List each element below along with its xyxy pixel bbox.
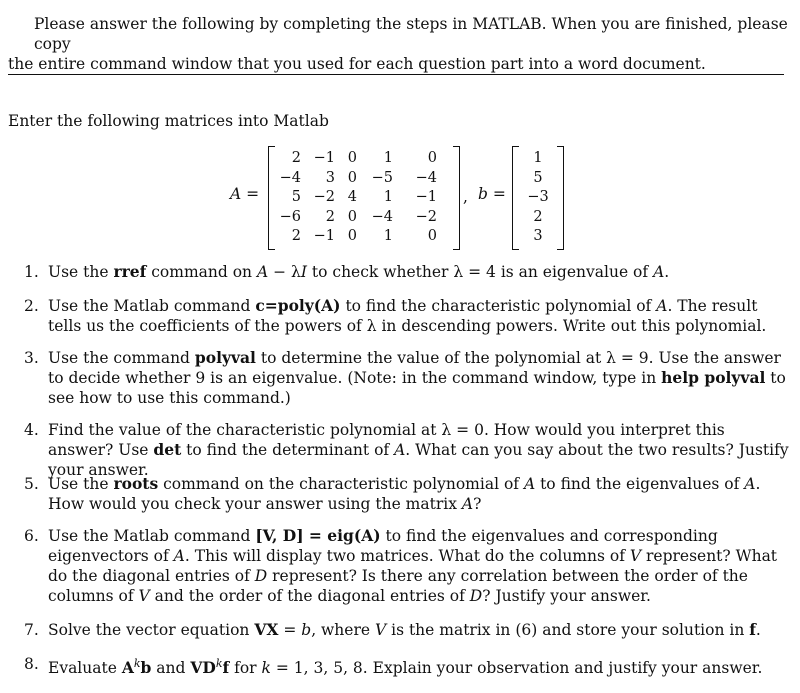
question-number: 8. <box>24 655 39 673</box>
question-text-part: b <box>301 621 312 639</box>
question-text-part: Find the value of the characteristic polynomial at λ = 0. How would you interpret this answer? Use <box>48 421 725 459</box>
question-text-part: . <box>755 621 761 639</box>
question-number: 6. <box>24 527 39 545</box>
vector-b-label: b = <box>478 185 506 203</box>
vector-b <box>512 146 564 250</box>
question-text-part: Solve the vector equation <box>48 621 255 639</box>
matrix-a-cell: −1 <box>313 228 335 244</box>
question-text <box>48 348 790 408</box>
question-text-part: polyval <box>194 348 256 367</box>
matrix-a-cell: −6 <box>279 208 301 225</box>
question-text <box>48 526 790 606</box>
question-text-part: ? Justify your answer. <box>482 587 651 605</box>
question-text-part: = 1, 3, 5, 8. Explain your observation and justify your answer. <box>270 659 763 678</box>
question-number: 4. <box>24 421 39 439</box>
vector-b-cell: 5 <box>533 169 543 186</box>
question-text-part: Evaluate <box>48 659 122 678</box>
question-text <box>48 420 790 480</box>
question-text-part: . This will display two matrices. What do the columns of <box>184 547 630 565</box>
question-text <box>48 296 790 336</box>
instructions-paragraph <box>8 14 792 75</box>
question-text-part: is the matrix in (6) and store your solution in <box>386 621 750 639</box>
matrix-a-cell: −5 <box>371 169 393 186</box>
matrix-a-cell: 5 <box>291 189 301 205</box>
question-text <box>48 654 790 678</box>
question-text <box>48 262 790 282</box>
question-text-part: k <box>133 657 141 670</box>
question-text-part: and the order of the diagonal entries of <box>149 587 470 605</box>
question-text-part: f <box>222 658 230 678</box>
question-text-part: A <box>523 475 536 493</box>
question-text-part: VX <box>254 620 279 639</box>
question-text-part: . The result tells us the coefficients of the powers of λ in descending powers. Write out this polynomial. <box>48 297 767 335</box>
question-text-part: to find the eigenvalues and corresponding eigenvectors of <box>48 527 718 565</box>
matrix-a-cell: 1 <box>383 150 393 166</box>
matrix-intro-text: Enter the following matrices into Matlab <box>8 112 329 130</box>
separator-comma: , <box>463 188 468 206</box>
question-text-part: A <box>394 441 406 459</box>
question-text <box>48 474 790 514</box>
vector-b-cell: 3 <box>533 228 543 244</box>
instructions-line-1: Please answer the following by completing the steps in MATLAB. When you are finished, please copy <box>34 15 788 53</box>
matrix-a-cell: 4 <box>347 189 357 205</box>
matrix-a-cell: −1 <box>415 189 437 205</box>
question-text-part: A <box>653 263 665 281</box>
matrix-a-cell: 3 <box>325 169 335 186</box>
question-text-part: , where <box>311 621 375 639</box>
question-number: 5. <box>24 475 39 493</box>
question-text-part: b <box>140 658 152 678</box>
matrix-a-cell: −4 <box>415 169 437 186</box>
matrix-a-cell: 0 <box>427 150 437 166</box>
question-text-part: D <box>469 587 483 605</box>
question-text-part: k <box>215 657 223 670</box>
question-text-part: V <box>374 621 387 639</box>
instructions-line-2: the entire command window that you used for each question part into a word document. <box>8 54 784 75</box>
question-text-part: Use the <box>48 475 114 493</box>
matrix-a-cell: 0 <box>427 228 437 244</box>
question-text-part: I <box>300 263 307 281</box>
question-text-part: rref <box>113 262 147 281</box>
vector-b-cell: 2 <box>533 208 543 225</box>
matrix-a-cell: 0 <box>347 228 357 244</box>
question-text-part: help polyval <box>661 368 766 387</box>
question-text <box>48 620 790 640</box>
vector-b-cell: −3 <box>527 189 549 205</box>
matrix-a-cell: 1 <box>383 228 393 244</box>
question-text-part: D <box>254 567 268 585</box>
matrix-a <box>268 146 460 250</box>
question-text-part: k <box>261 659 271 678</box>
question-text-part: c=poly(A) <box>255 296 341 315</box>
question-text-part: roots <box>113 474 159 493</box>
question-text-part: Use the <box>48 263 114 281</box>
matrix-a-label: A = <box>230 185 260 203</box>
question-text-part: V <box>138 587 150 605</box>
question-text-part: det <box>153 440 182 459</box>
question-text-part: A <box>173 547 185 565</box>
question-text-part: A <box>256 263 269 281</box>
question-number: 1. <box>24 263 39 281</box>
question-text-part: . What can you say about the two results? Justify your answer. <box>48 441 789 479</box>
question-text-part: to see how to use this command.) <box>48 369 786 407</box>
question-text-part: for <box>229 659 262 678</box>
question-text-part: . How would you check your answer using the matrix <box>48 475 761 513</box>
matrix-a-cell: 0 <box>347 208 357 225</box>
question-text-part: . <box>664 263 670 281</box>
vector-b-cell: 1 <box>533 150 543 166</box>
question-text-part: represent? Is there any correlation between the order of the columns of <box>48 567 748 605</box>
matrix-a-cell: 2 <box>291 228 301 244</box>
question-text-part: = <box>278 621 302 639</box>
question-number: 3. <box>24 349 39 367</box>
matrix-a-cell: −1 <box>313 150 335 166</box>
matrix-a-cell: −4 <box>279 169 301 186</box>
question-text-part: Use the Matlab command <box>48 527 256 545</box>
question-text-part: and <box>151 659 191 678</box>
question-text-part: command on <box>146 263 257 281</box>
matrix-a-cell: −4 <box>371 208 393 225</box>
question-text-part: Use the command <box>48 349 195 367</box>
question-text-part: f <box>749 620 756 639</box>
question-text-part: represent? What do the diagonal entries of <box>48 547 778 585</box>
question-text-part: [V, D] = eig(A) <box>255 526 381 545</box>
question-text-part: to find the determinant of <box>181 441 395 459</box>
question-text-part: VD <box>190 658 216 678</box>
question-text-part: A <box>461 495 474 513</box>
question-number: 2. <box>24 297 39 315</box>
question-text-part: command on the characteristic polynomial of <box>158 475 524 493</box>
question-text-part: V <box>629 547 642 565</box>
question-text-part: A <box>656 297 668 315</box>
question-text-part: A <box>121 658 134 678</box>
matrix-a-cell: 0 <box>347 169 357 186</box>
question-text-part: to determine the value of the polynomial at λ = 9. Use the answer to decide whether 9 is an eigenvalue. (Note: in the command window, type in <box>48 349 781 387</box>
question-text-part: − λ <box>268 263 301 281</box>
matrix-a-cell: 2 <box>325 208 335 225</box>
question-text-part: to find the eigenvalues of <box>535 475 745 493</box>
question-text-part: ? <box>473 495 482 513</box>
question-number: 7. <box>24 621 39 639</box>
question-text-part: A <box>744 475 756 493</box>
question-text-part: to find the characteristic polynomial of <box>340 297 657 315</box>
matrix-a-cell: 2 <box>291 150 301 166</box>
matrix-equation <box>0 146 800 250</box>
question-text-part: to check whether λ = 4 is an eigenvalue of <box>306 263 654 281</box>
matrix-a-cell: 0 <box>347 150 357 166</box>
matrix-a-cell: −2 <box>415 208 437 225</box>
matrix-a-cell: −2 <box>313 189 335 205</box>
matrix-a-cell: 1 <box>383 189 393 205</box>
question-text-part: Use the Matlab command <box>48 297 256 315</box>
